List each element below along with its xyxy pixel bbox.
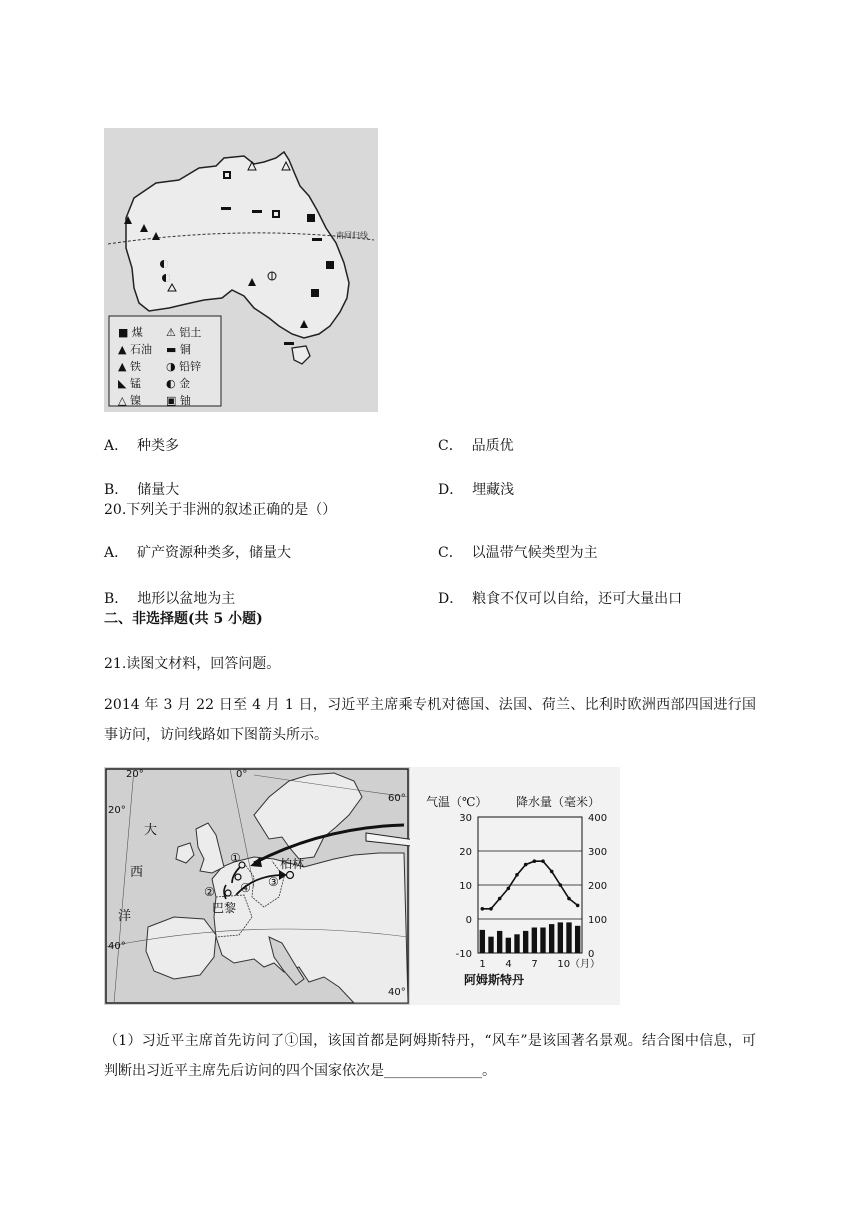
temperature-point: [498, 897, 502, 901]
legend-item: ◣ 锰: [118, 377, 141, 390]
ocean-label-1: 大: [144, 823, 158, 838]
section-heading: 二、非选择题(共 5 小题): [104, 611, 263, 627]
q21-stem: 21.读图文材料，回答问题。: [104, 656, 281, 672]
temperature-point: [489, 907, 493, 911]
temperature-point: [550, 870, 554, 874]
temperature-point: [507, 887, 511, 891]
temperature-point: [559, 883, 563, 887]
paris-label: 巴黎: [212, 901, 237, 915]
precip-bar: [480, 930, 485, 953]
precip-tick-label: 100: [588, 915, 608, 926]
precip-bar: [488, 937, 493, 953]
q19-option-a: A． 种类多: [104, 438, 180, 454]
legend-item: ■ 煤: [118, 326, 143, 339]
q19-option-d: D． 埋藏浅: [438, 482, 515, 498]
precip-bar: [506, 938, 511, 953]
q19-option-b: B． 储量大: [104, 482, 180, 498]
precip-bar: [575, 926, 580, 953]
temp-tick-label: 20: [459, 847, 472, 858]
q20-option-c: C． 以温带气候类型为主: [438, 545, 598, 561]
route-mark-3: ③: [268, 875, 279, 889]
berlin-label: 柏林: [280, 857, 305, 871]
temperature-point: [524, 863, 528, 867]
temp-axis-label: 气温（℃）: [426, 795, 488, 809]
temperature-point: [481, 907, 485, 911]
lon-20w-label: 20°: [126, 769, 144, 780]
precip-tick-label: 0: [588, 949, 595, 960]
precip-tick-label: 400: [588, 813, 608, 824]
precip-bar: [549, 924, 554, 953]
europe-map-svg: [104, 767, 410, 1005]
temp-tick-label: 0: [465, 915, 472, 926]
lon-0-label: 0°: [236, 769, 248, 780]
tropic-label: 南回归线: [336, 231, 368, 240]
temperature-point: [576, 904, 580, 908]
legend-item: ◑ 铅锌: [166, 360, 202, 373]
australia-mineral-map: [104, 128, 378, 412]
temperature-point: [567, 897, 571, 901]
temp-tick-label: 30: [459, 813, 472, 824]
lat-40e-label: 40°: [388, 987, 406, 998]
temperature-point: [515, 873, 519, 877]
month-tick-label: 4: [505, 959, 512, 970]
legend-item: ▲ 石油: [118, 343, 152, 356]
precip-tick-label: 300: [588, 847, 608, 858]
lat-40w-label: 40°: [108, 941, 126, 952]
route-mark-2: ②: [204, 885, 215, 899]
month-tick-label: 7: [531, 959, 538, 970]
q21-sub1: （1）习近平主席首先访问了①国，该国首都是阿姆斯特丹，“风车”是该国著名景观。结合图中信息，可判断出习近平主席先后访问的四个国家依次是______________。: [104, 1033, 756, 1079]
q21-material: 2014 年 3 月 22 日至 4 月 1 日，习近平主席乘专机对德国、法国、荷兰、比利时欧洲西部四国进行国事访问，访问线路如下图箭头所示。: [104, 697, 756, 743]
legend-item: ⚠ 铝土: [166, 326, 202, 339]
precip-bar: [514, 934, 519, 953]
route-mark-4: ④: [240, 881, 251, 895]
precip-axis-label: 降水量（毫米）: [516, 795, 601, 809]
climate-chart-svg: [410, 767, 620, 1005]
precip-bar: [523, 931, 528, 953]
temp-tick-label: -10: [455, 949, 472, 960]
climate-chart-panel: [410, 767, 620, 1005]
precip-bar: [497, 931, 502, 953]
precip-bar: [540, 928, 545, 954]
q20-option-a: A． 矿产资源种类多，储量大: [104, 545, 292, 561]
q20-stem: 20.下列关于非洲的叙述正确的是（）: [104, 502, 337, 518]
precip-bar: [558, 922, 563, 953]
q19-option-c: C． 品质优: [438, 438, 514, 454]
temperature-point: [541, 859, 545, 863]
legend-item: △ 镍: [118, 394, 141, 407]
temp-tick-label: 10: [459, 881, 472, 892]
chart-city-label: 阿姆斯特丹: [464, 973, 525, 987]
legend-item: ◐ 金: [166, 377, 191, 390]
map-legend: [118, 324, 218, 409]
month-tick-label: 10（月）: [557, 959, 601, 970]
month-tick-label: 1: [479, 959, 486, 970]
lat-20-label: 20°: [108, 805, 126, 816]
q20-option-d: D． 粮食不仅可以自给，还可大量出口: [438, 591, 683, 607]
precip-tick-label: 200: [588, 881, 608, 892]
ocean-label-3: 洋: [118, 909, 132, 924]
precip-bar: [566, 922, 571, 953]
q20-option-b: B． 地形以盆地为主: [104, 591, 236, 607]
legend-item: ▣ 铀: [166, 394, 191, 407]
ocean-label-2: 西: [130, 865, 144, 880]
europe-figure: [104, 767, 620, 1005]
temperature-point: [533, 859, 537, 863]
legend-item: ▲ 铁: [118, 360, 141, 373]
precip-bar: [532, 928, 537, 954]
legend-item: ▬ 铜: [166, 343, 191, 356]
route-mark-1: ①: [230, 851, 241, 865]
lat-60-label: 60°: [388, 793, 406, 804]
